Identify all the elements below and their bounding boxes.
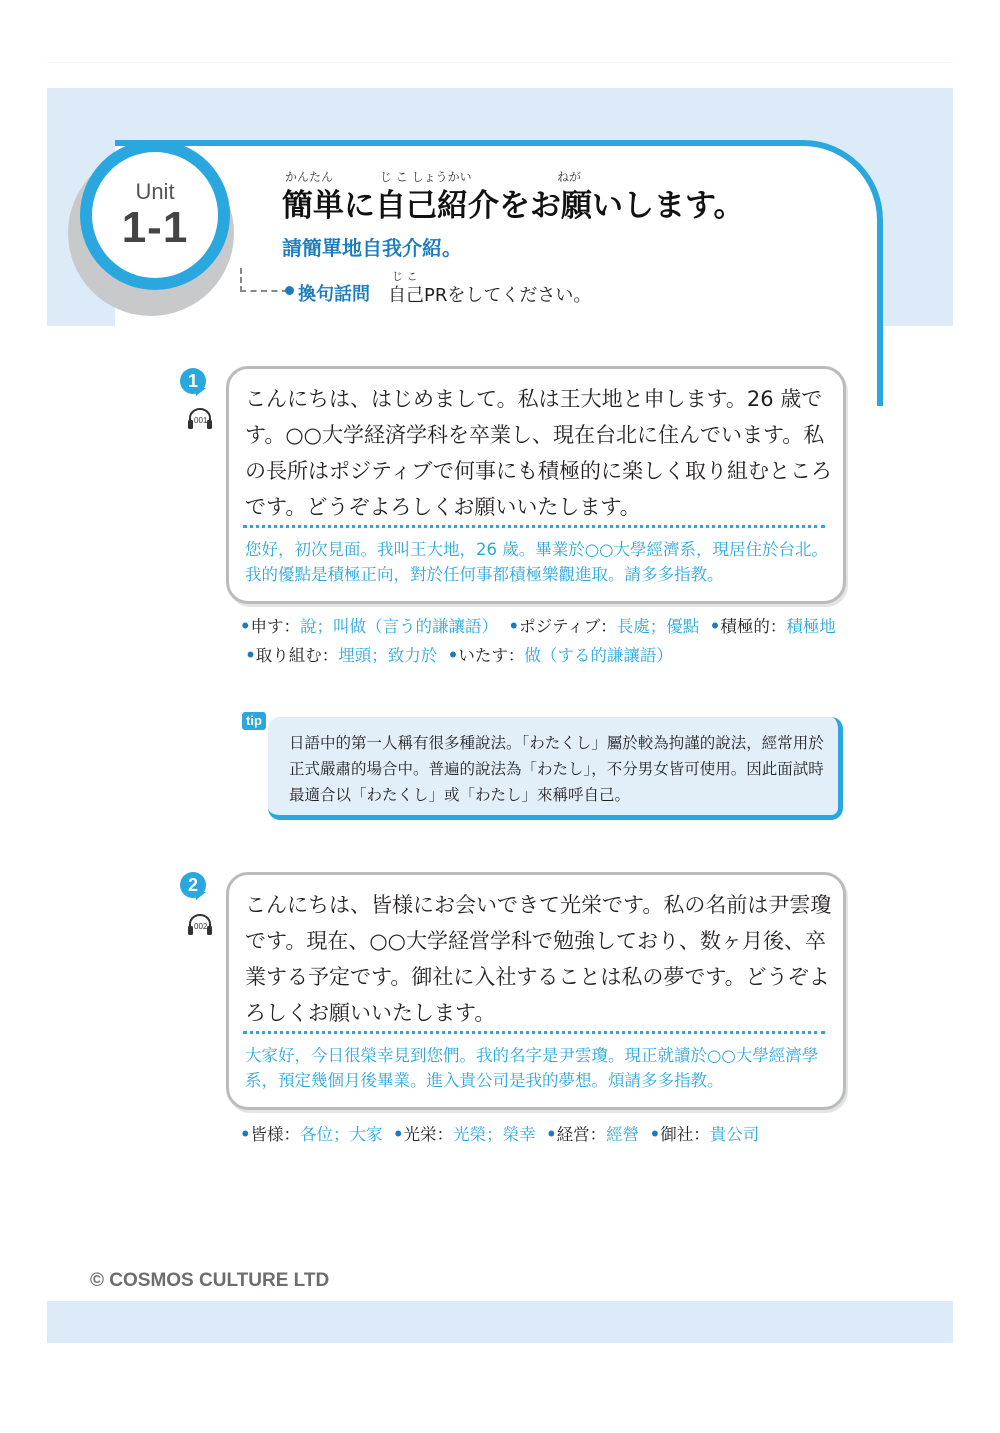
audio-track-number: 002 [194,922,208,931]
unit-number: 1-1 [121,203,189,252]
tip-text: 日語中的第一人稱有很多種說法。「わたくし」屬於較為拘謹的說法，經常用於正式嚴肅的場合中。普遍的說法為「わたし」，不分男女皆可使用。因此面試時最適合以「わたくし」或「わたし」來稱呼自己。 [289,734,824,804]
vocab-meaning: 各位；大家 [300,1125,383,1144]
page-title: 簡単に自己紹介をお願いします。 [282,188,745,224]
vocab-meaning: 埋頭；致力於 [338,646,438,665]
dotted-divider [243,1031,825,1034]
alt-question-ruby: じ こ [392,270,418,283]
dialog-box-2 [226,872,846,1110]
dialog-japanese-text: こんにちは、はじめまして。私は王大地と申します。26 歳です。○○大学経済学科を卒業し、現在台北に住んでいます。私の長所はポジティブで何事にも積極的に楽しく取り組むところです。どうぞよろしくお願いいたします。 [245,387,832,519]
vocab-term: 取り組む [255,646,322,665]
page-subtitle: 請簡單地自我介紹。 [282,236,462,260]
vocab-list-1: •申す：說；叫做（言う的謙讓語） •ポジティブ：長處；優點 •積極的：積極地 •取り組む：埋頭；致力於 •いたす：做（する的謙讓語） [240,617,836,665]
vocab-term: 申す [250,617,284,636]
vocab-meaning: 光榮；榮幸 [453,1125,536,1144]
audio-track-number: 001 [194,416,208,425]
vocab-term: ポジティブ [519,617,601,636]
title-ruby-2: じ こ しょうかい [380,170,472,184]
tip-badge: tip [242,712,266,730]
top-divider [47,62,953,63]
title-ruby-3: ねが [557,170,582,184]
alt-connector-line [240,268,288,292]
vocab-term: 御社 [660,1125,694,1144]
vocab-term: いたす [458,646,508,665]
vocab-term: 積極的 [720,617,770,636]
dialog-box-1 [226,366,846,604]
dialog-chinese-translation: 大家好，今日很榮幸見到您們。我的名字是尹雲瓊。現正就讀於○○大學經濟學系，預定幾個月後畢業。進入貴公司是我的夢想。煩請多多指教。 [245,1046,819,1090]
alt-question-label: 換句話問 [298,284,370,305]
vocab-term: 光栄 [403,1125,437,1144]
title-ruby-1: かんたん [285,170,334,184]
vocab-list-2: •皆様：各位；大家 •光栄：光榮；榮幸 •経営：經營 •御社：貴公司 [240,1125,760,1144]
unit-label: Unit [135,179,175,204]
vocab-meaning: 貴公司 [709,1125,760,1144]
vocab-meaning: 經營 [606,1125,640,1144]
vocab-term: 皆様 [250,1125,284,1144]
footer-band [47,1301,953,1343]
dialog-number-badge: 1 [180,368,206,394]
vocab-term: 経営 [556,1125,590,1144]
dotted-divider [243,525,825,528]
dialog-number-badge: 2 [180,872,206,898]
vocab-meaning: 積極地 [786,617,836,636]
alt-question-text: 自己PRをしてください。 [388,285,592,306]
copyright-notice: © COSMOS CULTURE LTD [90,1270,330,1291]
vocab-meaning: 說；叫做（言う的謙讓語） [300,617,499,636]
dialog-chinese-translation: 您好，初次見面。我叫王大地，26 歲。畢業於○○大學經濟系，現居住於台北。我的優點是積極正向，對於任何事都積極樂觀進取。請多多指教。 [245,540,829,584]
alt-bullet [285,286,294,295]
unit-badge-inner [92,152,218,278]
vocab-meaning: 做（する的謙讓語） [524,646,673,665]
dialog-japanese-text: こんにちは、皆様にお会いできて光栄です。私の名前は尹雲瓊です。現在、○○大学経営学科で勉強しており、数ヶ月後、卒業する予定です。御社に入社することは私の夢です。どうぞよろしくお願いいたします。 [245,893,832,1025]
vocab-meaning: 長處；優點 [616,617,700,636]
